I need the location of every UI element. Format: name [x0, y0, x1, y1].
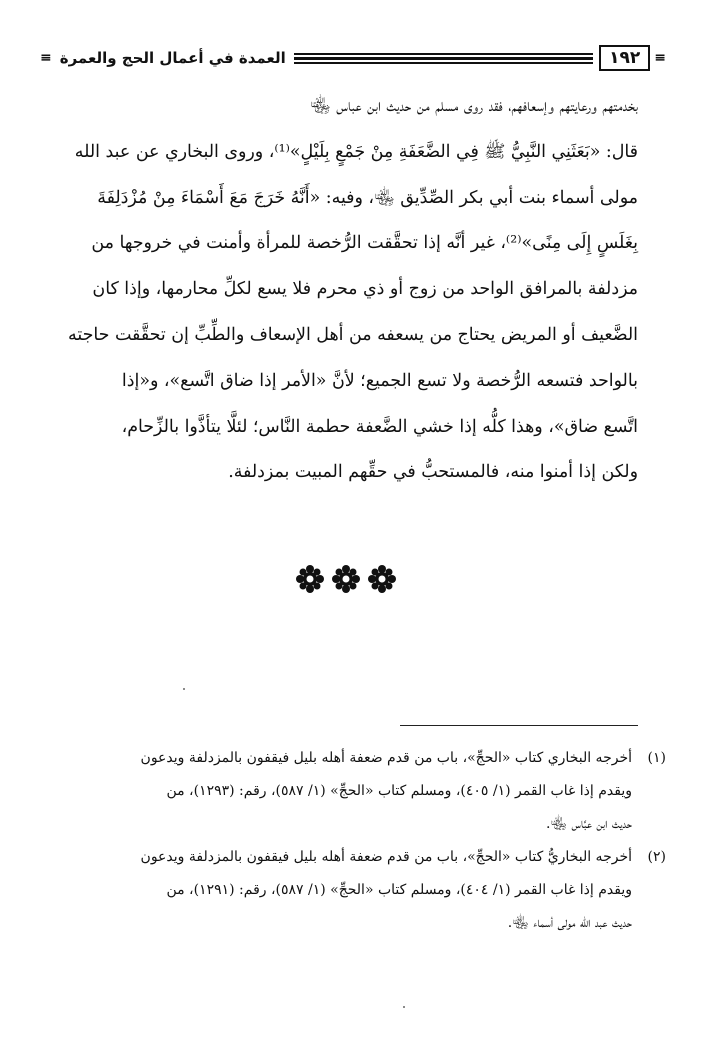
running-header — [36, 44, 666, 72]
footnote-line: حديث ابن عبَّاس ﵄. — [545, 816, 632, 832]
body-line: اتَّسع ضاق»، وهذا كلُّه إذا خشي الضَّعفة حطمة النَّاس؛ لئلَّا يتأذَّوا بالزِّحام، — [121, 416, 638, 437]
footnote-line: أخرجه البخاري كتاب «الحجِّ»، باب من قدم ضعفة أهله بليل فيقفون بالمزدلفة ويدعون — [140, 750, 632, 766]
footnote-item — [44, 841, 666, 940]
floral-ornament-icon — [332, 565, 360, 593]
body-line: بخدمتهم ورعايتهم وإسعافهم، فقد روى مسلم من حديث ابن عباس ﵄ — [309, 96, 638, 116]
body-line: مزدلفة بالمرافق الواحد من زوج أو ذي محرم فلا يسع لكلِّ محارمها، وإذا كان — [92, 279, 638, 300]
page-number: ١٩٢ — [599, 45, 650, 71]
footnote-line: حديث عبد الله مولى أسماء ﵄. — [507, 915, 632, 931]
body-line: بِغَلَسٍ إِلَى مِنًى»⁽²⁾، غير أنَّه إذا تحقَّقت الرُّخصة للمرأة وأمنت في خروجها من — [91, 233, 638, 254]
body-line: مولى أسماء بنت أبي بكر الصِّدِّيق ﵄، وفيه: «أَنَّهُ خَرَجَ مَعَ أَسْمَاءَ مِنْ مُزْدَلِفَةَ — [97, 187, 638, 208]
footnote-number: (١) — [647, 750, 666, 766]
header-rule — [294, 53, 593, 64]
footnote-line: ويقدم إذا غاب القمر (١/ ٤٠٤)، ومسلم كتاب «الحجِّ» (١/ ٥٨٧)، رقم: (١٢٩١)، من — [166, 882, 632, 898]
footnote-text — [44, 841, 632, 940]
body-line: الضَّعيف أو المريض يحتاج من يسعفه من أهل الإسعاف والطِّبِّ إن تحقَّقت حاجته — [68, 324, 638, 345]
scan-speck — [183, 688, 185, 690]
footnote-number: (٢) — [647, 849, 666, 865]
body-line: بالواحد فتسعه الرُّخصة ولا تسع الجميع؛ لأنَّ «الأمر إذا ضاق اتَّسع»، و«إذا — [121, 370, 638, 391]
footnote-line: أخرجه البخاريُّ كتاب «الحجِّ»، باب من قدم ضعفة أهله بليل فيقفون بالمزدلفة ويدعون — [140, 849, 632, 865]
body-line: ولكن إذا أمنوا منه، فالمستحبُّ في حقِّهم المبيت بمزدلفة. — [228, 462, 638, 483]
footnote-item — [44, 742, 666, 841]
floral-ornament-icon — [296, 565, 324, 593]
body-paragraph — [44, 84, 638, 496]
header-bar-mark-left: ≡ — [40, 50, 52, 66]
footnotes — [44, 742, 666, 940]
section-ornament — [296, 565, 396, 593]
footnote-separator — [400, 725, 638, 726]
floral-ornament-icon — [368, 565, 396, 593]
scan-speck — [403, 1006, 405, 1008]
footnote-text — [44, 742, 632, 841]
running-title: العمدة في أعمال الحج والعمرة — [59, 49, 286, 67]
header-bar-mark-right: ≡ — [654, 50, 666, 66]
footnote-line: ويقدم إذا غاب القمر (١/ ٤٠٥)، ومسلم كتاب «الحجِّ» (١/ ٥٨٧)، رقم: (١٢٩٣)، من — [166, 783, 632, 799]
body-line: قال: «بَعَثَنِي النَّبِيُّ ﷺ فِي الضَّعَفَةِ مِنْ جَمْعٍ بِلَيْلٍ»⁽¹⁾، وروى البخاري عن عبد الله — [74, 141, 638, 162]
